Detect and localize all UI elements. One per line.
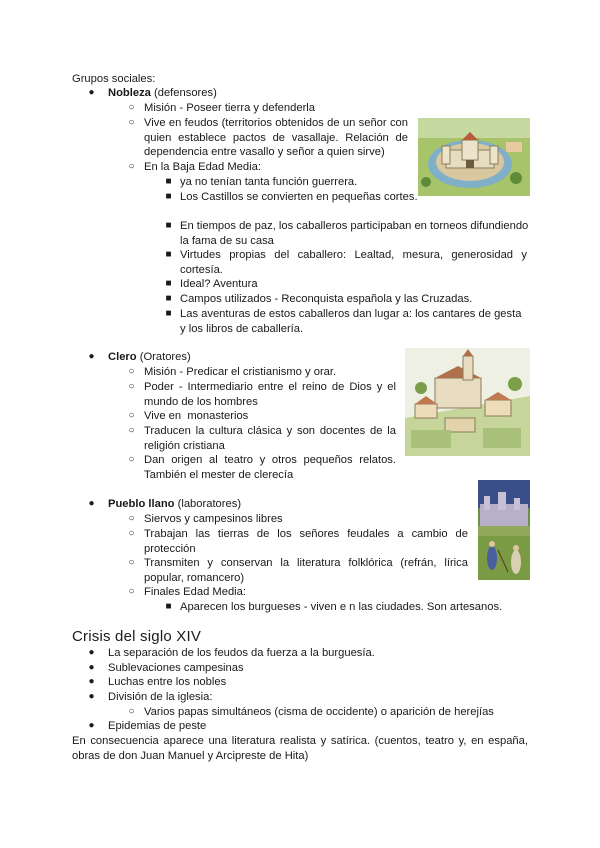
list-item: División de la iglesia: (108, 691, 213, 703)
bullet-square: ■ (165, 293, 172, 304)
bullet-circle: ○ (128, 586, 135, 597)
list-item: Misión - Predicar el cristianismo y orar. (144, 366, 337, 378)
list-item: Virtudes propias del caballero: Lealtad, mesura, generosidad y cortesía. (180, 249, 527, 276)
bullet-circle: ○ (128, 102, 135, 113)
list-item: Aparecen los burgueses - viven e n las ciudades. Son artesanos. (180, 601, 503, 613)
bullet-square: ■ (165, 249, 172, 260)
list-item: Finales Edad Media: (144, 586, 246, 598)
nobleza-heading (108, 86, 217, 101)
bullet-disc: ● (88, 676, 95, 687)
bullet-square: ■ (165, 220, 172, 231)
bullet-circle: ○ (128, 381, 135, 392)
list-item: Campos utilizados - Reconquista española y las Cruzadas. (180, 293, 473, 305)
list-item: Luchas entre los nobles (108, 676, 227, 688)
bullet-disc: ● (88, 647, 95, 658)
bullet-circle: ○ (128, 528, 135, 539)
nobleza-role: (defensores) (154, 87, 217, 99)
bullet-square: ■ (165, 601, 172, 612)
bullet-square: ■ (165, 191, 172, 202)
nobleza-title: Nobleza (108, 87, 151, 99)
pueblo-heading (108, 497, 241, 512)
list-item: En la Baja Edad Media: (144, 161, 261, 173)
bullet-circle: ○ (128, 706, 135, 717)
castle-illustration (418, 118, 530, 196)
list-item: ya no tenían tanta función guerrera. (180, 176, 358, 188)
bullet-circle: ○ (128, 410, 135, 421)
list-item: Las aventuras de estos caballeros dan lugar a: los cantares de gesta y los libros de caballería. (180, 308, 522, 335)
bullet-circle: ○ (128, 513, 135, 524)
crisis-title: Crisis del siglo XIV (72, 628, 202, 645)
bullet-circle: ○ (128, 366, 135, 377)
conclusion-paragraph: En consecuencia aparece una literatura realista y satírica. (cuentos, teatro y, en españa, obras de don Juan Manuel y Arcipreste de Hita) (72, 735, 528, 762)
monastery-illustration (405, 348, 530, 456)
bullet-circle: ○ (128, 557, 135, 568)
list-item: Poder - Intermediario entre el reino de Dios y el mundo de los hombres (144, 381, 396, 408)
list-item: Epidemias de peste (108, 720, 207, 732)
bullet-circle: ○ (128, 454, 135, 465)
list-item: Ideal? Aventura (180, 278, 258, 290)
list-item: Trabajan las tierras de los señores feudales a cambio de protección (144, 528, 468, 555)
list-item: Varios papas simultáneos (cisma de occidente) o aparición de herejías (144, 706, 494, 718)
bullet-disc: ● (88, 87, 95, 98)
bullet-circle: ○ (128, 425, 135, 436)
bullet-disc: ● (88, 720, 95, 731)
list-item: En tiempos de paz, los caballeros participaban en torneos difundiendo la fama de su casa (180, 220, 529, 247)
bullet-circle: ○ (128, 117, 135, 128)
list-item: Siervos y campesinos libres (144, 513, 283, 525)
bullet-circle: ○ (128, 161, 135, 172)
bullet-square: ■ (165, 278, 172, 289)
list-item: Transmiten y conservan la literatura folklórica (refrán, lírica popular, romancero) (144, 557, 468, 584)
list-item: La separación de los feudos da fuerza a la burguesía. (108, 647, 375, 659)
section-heading: Grupos sociales: (72, 73, 156, 85)
peasants-miniature (478, 480, 530, 580)
bullet-disc: ● (88, 498, 95, 509)
list-item: Traducen la cultura clásica y son docentes de la religión cristiana (144, 425, 396, 452)
clero-role: (Oratores) (139, 351, 191, 363)
pueblo-role: (laboratores) (177, 498, 242, 510)
clero-heading (108, 350, 191, 365)
list-item: Misión - Poseer tierra y defenderla (144, 102, 315, 114)
list-item: Vive en monasterios (144, 410, 249, 422)
list-item: Vive en feudos (territorios obtenidos de un señor con quien establece pactos de vasallaje. Relación de dependencia entre vasallo y señor a quien sirve) (144, 117, 408, 159)
bullet-disc: ● (88, 351, 95, 362)
bullet-disc: ● (88, 691, 95, 702)
list-item: Dan origen al teatro y otros pequeños relatos. También el mester de clerecía (144, 454, 396, 481)
list-item: Los Castillos se convierten en pequeñas cortes. (180, 191, 418, 203)
bullet-square: ■ (165, 176, 172, 187)
list-item: Sublevaciones campesinas (108, 662, 244, 674)
pueblo-title: Pueblo llano (108, 498, 175, 510)
clero-title: Clero (108, 351, 137, 363)
bullet-disc: ● (88, 662, 95, 673)
bullet-square: ■ (165, 308, 172, 319)
